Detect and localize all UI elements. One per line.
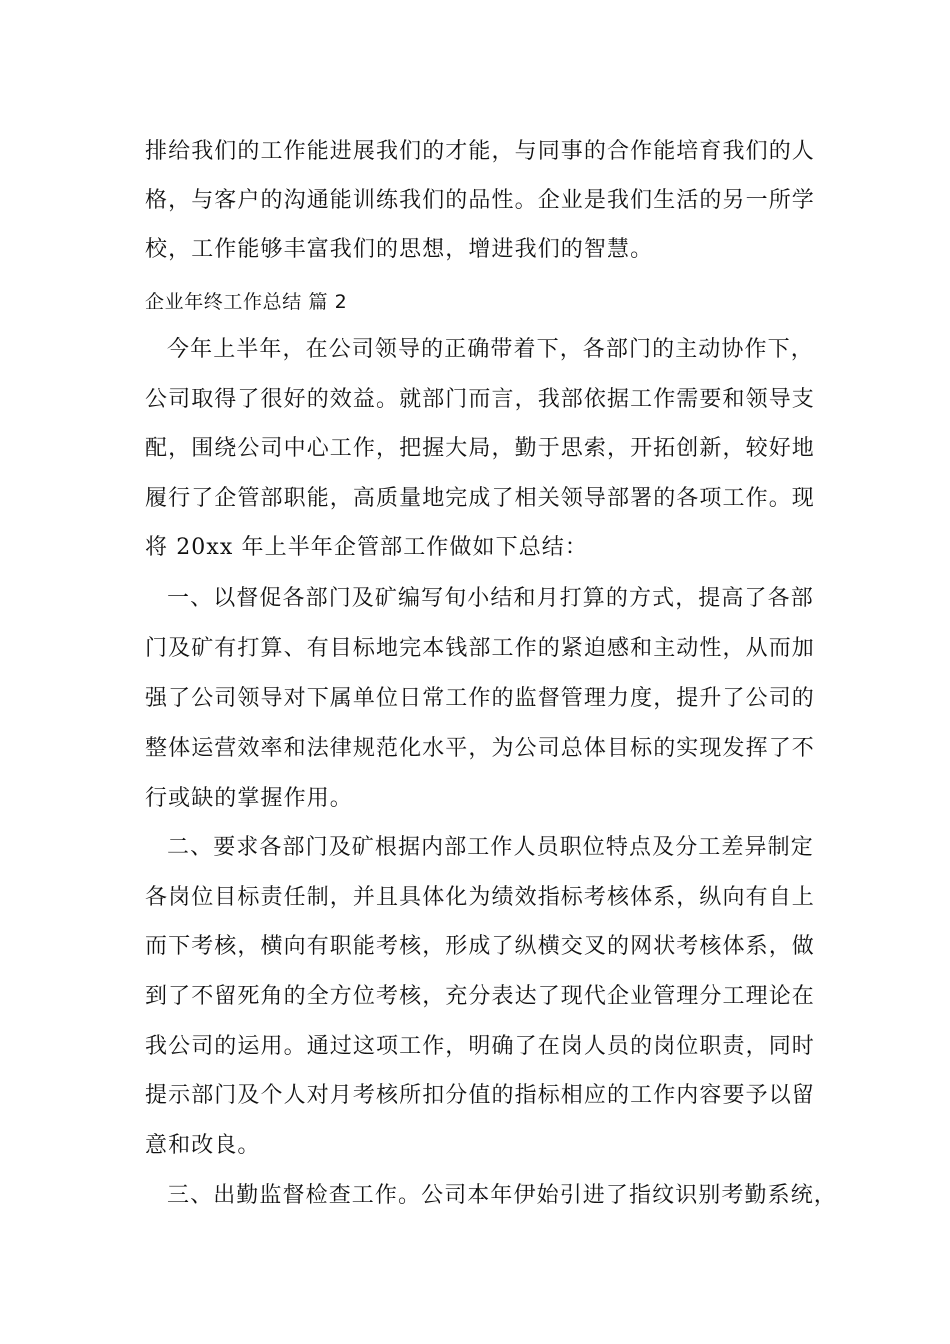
paragraph-line: 二、要求各部门及矿根据内部工作人员职位特点及分工差异制定	[167, 835, 814, 860]
paragraph-line: 提示部门及个人对月考核所扣分值的指标相应的工作内容要予以留	[145, 1083, 815, 1108]
paragraph-line: 而下考核，横向有职能考核，形成了纵横交叉的网状考核体系，做	[145, 934, 815, 959]
paragraph-line: 排给我们的工作能进展我们的才能，与同事的合作能培育我们的人	[145, 139, 815, 164]
paragraph-line: 一、以督促各部门及矿编写旬小结和月打算的方式，提高了各部	[167, 586, 814, 611]
paragraph-line: 格，与客户的沟通能训练我们的品性。企业是我们生活的另一所学	[145, 188, 815, 213]
paragraph-line: 意和改良。	[145, 1133, 261, 1158]
paragraph-line: 门及矿有打算、有目标地完本钱部工作的紧迫感和主动性，从而加	[145, 636, 815, 661]
paragraph-line: 三、出勤监督检查工作。公司本年伊始引进了指纹识别考勤系统，	[167, 1183, 837, 1208]
paragraph-line: 各岗位目标责任制，并且具体化为绩效指标考核体系，纵向有自上	[145, 885, 815, 910]
paragraph-line: 我公司的运用。通过这项工作，明确了在岗人员的岗位职责，同时	[145, 1034, 815, 1059]
paragraph-line: 今年上半年，在公司领导的正确带着下，各部门的主动协作下，	[167, 337, 814, 362]
paragraph-line: 公司取得了很好的效益。就部门而言，我部依据工作需要和领导支	[145, 387, 815, 412]
paragraph-line: 履行了企管部职能，高质量地完成了相关领导部署的各项工作。现	[145, 486, 815, 511]
paragraph-line: 行或缺的掌握作用。	[145, 786, 353, 811]
paragraph-line: 强了公司领导对下属单位日常工作的监督管理力度，提升了公司的	[145, 686, 815, 711]
paragraph-line: 将 20xx 年上半年企管部工作做如下总结：	[145, 535, 588, 560]
paragraph-line: 校，工作能够丰富我们的思想，增进我们的智慧。	[145, 237, 654, 262]
paragraph-line: 到了不留死角的全方位考核，充分表达了现代企业管理分工理论在	[145, 984, 815, 1009]
paragraph-line: 配，围绕公司中心工作，把握大局，勤于思索，开拓创新，较好地	[145, 436, 815, 461]
section-heading: 企业年终工作总结 篇 2	[145, 291, 348, 313]
paragraph-line: 整体运营效率和法律规范化水平，为公司总体目标的实现发挥了不	[145, 736, 815, 761]
